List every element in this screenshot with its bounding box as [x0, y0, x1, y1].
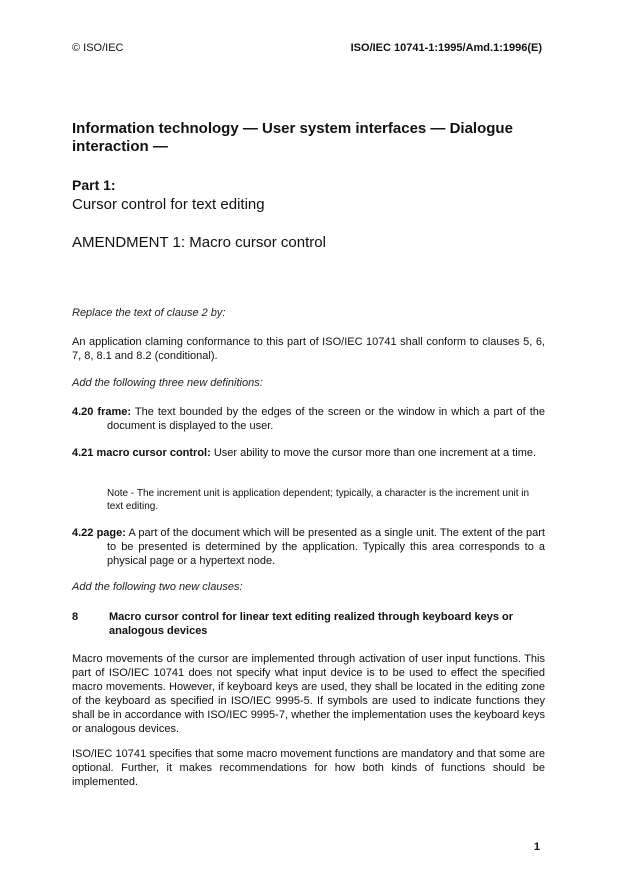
note: Note - The increment unit is application dependent; typically, a character is the increment unit in text editing. [107, 488, 530, 512]
definition-text: A part of the document which will be presented as a single unit. The extent of the part to be presented is determined by the application. Typically this area corresponds to a physical page or a hypertext node. [107, 527, 545, 567]
instruction-add-clauses: Add the following two new clauses: [72, 581, 243, 593]
clause-number: 8 [72, 611, 79, 623]
definition-term: 4.22 page: [72, 527, 126, 539]
definition-term: 4.21 macro cursor control: [72, 447, 211, 459]
definition-text: The text bounded by the edges of the screen or the window in which a part of the document is displayed to the user. [107, 406, 546, 432]
definition-term: 4.20 frame: [72, 406, 132, 418]
definition-page [72, 526, 545, 568]
document-title: Information technology — User system interfaces — Dialogue interaction — [72, 120, 513, 155]
definition-text: User ability to move the cursor more than one increment at a time. [213, 447, 537, 459]
header-copyright: © ISO/IEC [72, 42, 124, 54]
instruction-add-definitions: Add the following three new definitions: [72, 377, 263, 389]
amendment-title: AMENDMENT 1: Macro cursor control [72, 234, 326, 251]
instruction-replace: Replace the text of clause 2 by: [72, 307, 226, 319]
definition-frame [72, 405, 545, 433]
clause-8-heading [72, 610, 545, 640]
header-document-id: ISO/IEC 10741-1:1995/Amd.1:1996(E) [350, 42, 542, 54]
part-label: Part 1: [72, 177, 116, 193]
page-number: 1 [533, 841, 540, 853]
part-subtitle: Cursor control for text editing [72, 196, 265, 213]
definition-macro-cursor-control [72, 446, 545, 460]
conformance-paragraph: An application claming conformance to this part of ISO/IEC 10741 shall conform to clauses 5, 6, 7, 8, 8.1 and 8.2 (conditional). [72, 336, 545, 362]
body-paragraph: Macro movements of the cursor are implemented through activation of user input functions. This part of ISO/IEC 10741 does not specify what input device is to be used to effect the specified macro movements. However, if keyboard keys are used, they shall be located in the editing zone of the keyboard as specified in ISO/IEC 9995-5. If symbols are used to indicate functions they shall be in accordance with ISO/IEC 9995-7, whether the implementation uses the keyboard keys or analogous devices. [72, 653, 545, 735]
clause-title: Macro cursor control for linear text editing realized through keyboard keys or analogous devices [109, 611, 514, 637]
body-paragraph: ISO/IEC 10741 specifies that some macro movement functions are mandatory and that some are optional. Further, it makes recommendations for how both kinds of functions should be implemented. [72, 748, 545, 788]
